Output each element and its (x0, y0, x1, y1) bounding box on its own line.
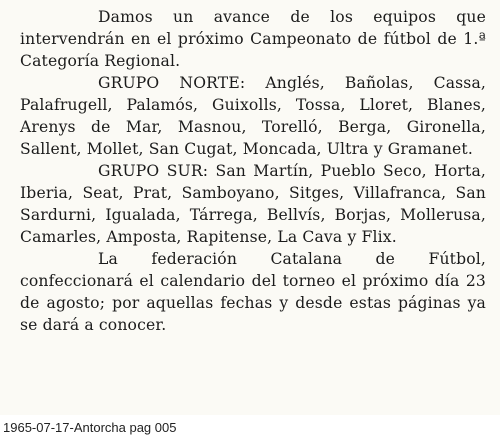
article-body (20, 6, 486, 336)
intro-paragraph: Damos un avance de los equipos que intervendrán en el próximo Campeonato de fútbol de 1.ª Categoría Regional. (20, 8, 486, 70)
grupo-norte-paragraph: GRUPO NORTE: Anglés, Bañolas, Cassa, Palafrugell, Palamós, Guixolls, Tossa, Lloret, Blanes, Arenys de Mar, Masnou, Torelló, Berga, Gironella, Sallent, Mollet, San Cugat, Moncada, Ultra y Gramanet. (20, 74, 486, 158)
source-caption: 1965-07-17-Antorcha pag 005 (3, 420, 177, 435)
grupo-sur-paragraph: GRUPO SUR: San Martín, Pueblo Seco, Horta, Iberia, Seat, Prat, Samboyano, Sitges, Villafranca, San Sardurni, Igualada, Tárrega, Bellvís, Borjas, Mollerusa, Camarles, Amposta, Rapitense, La Cava y Flix. (20, 162, 486, 246)
federation-paragraph: La federación Catalana de Fútbol, confeccionará el calendario del torneo el próximo día 23 de agosto; por aquellas fechas y desde estas páginas ya se dará a conocer. (20, 250, 486, 334)
